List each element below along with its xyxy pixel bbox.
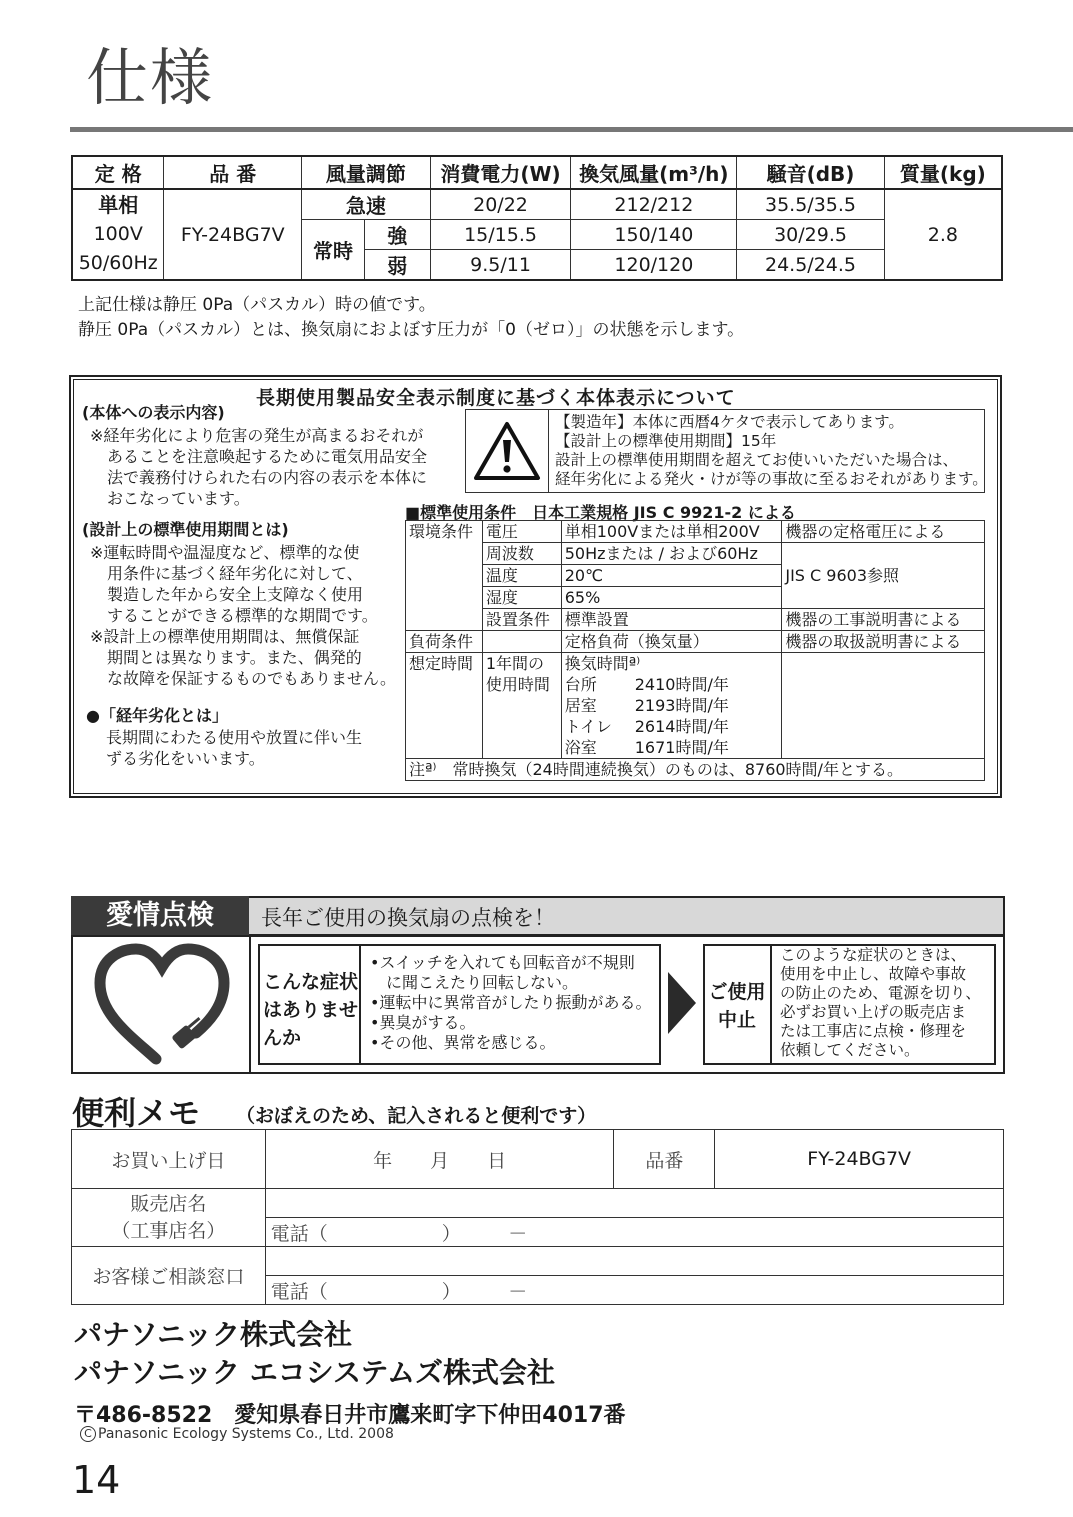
consult-name-field[interactable] (265, 1247, 1003, 1276)
symptom-divider (359, 944, 361, 1065)
corp-name: パナソニック株式会社 (74, 1318, 353, 1351)
period-text (90, 542, 396, 689)
period-line: な故障を保証するものでもありません。 (107, 669, 396, 688)
corp-name: パナソニック エコシステムズ株式会社 (74, 1356, 555, 1389)
aging-heading: ●「経年劣化とは」 (86, 706, 228, 725)
title-rule (70, 127, 1073, 132)
spec-rating: 単相 (98, 193, 139, 217)
symptom-item: •その他、異常を感じる。 (370, 1033, 556, 1052)
memo-title: 便利メモ (72, 1094, 201, 1132)
aging-text (106, 727, 362, 769)
warning-line: 設計上の標準使用期間を超えてお使いいただいた場合は、 (555, 451, 959, 469)
shop-label-line: （工事店名） (111, 1219, 226, 1242)
spec-header: 消費電力(W) (430, 156, 571, 189)
spec-header: 風量調節 (302, 156, 431, 189)
cond-annual-line: 使用時間 (485, 675, 550, 694)
display-text (90, 425, 427, 509)
warning-triangle-icon (472, 420, 542, 482)
symptom-question-line: こんな症状 (263, 971, 359, 993)
period-line: ※設計上の標準使用期間は、無償保証 (90, 627, 360, 646)
spec-power: 20/22 (430, 189, 571, 220)
cond-room-row (565, 695, 779, 716)
arrow-right-icon (666, 970, 698, 1036)
check-divider (249, 935, 251, 1074)
address: 〒486-8522 愛知県春日井市鷹来町字下仲田4017番 (74, 1403, 626, 1428)
advice-line: たは工事店に点検・修理を (780, 1022, 967, 1040)
symptom-item: •運転中に異常音がしたり振動がある。 (370, 993, 652, 1012)
symptom-question (263, 968, 358, 1052)
check-label: 愛情点検 (71, 896, 249, 936)
cond-room-row (565, 674, 779, 695)
cond-room-row (565, 716, 779, 737)
stop-use-line: ご使用 (708, 981, 766, 1003)
spec-flow: 212/212 (571, 189, 737, 220)
spec-header: 定 格 (72, 156, 164, 189)
spec-mode: 急速 (302, 189, 431, 220)
symptom-list (370, 953, 651, 1053)
stop-use (707, 978, 767, 1034)
display-line: おこなっています。 (107, 489, 250, 508)
symptom-item: •スイッチを入れても回転音が不規則 (370, 953, 635, 972)
copyright-text: Panasonic Ecology Systems Co., Ltd. 2008 (98, 1426, 394, 1442)
advice-line: このような症状のときは、 (780, 946, 967, 964)
spec-mode: 強 (364, 220, 430, 250)
period-heading: (設計上の標準使用期間とは) (82, 520, 289, 539)
consult-phone-field[interactable]: 電話（ ） － (265, 1276, 1003, 1305)
period-line: 期間とは異なります。また、偶発的 (107, 648, 362, 667)
spec-noise: 35.5/35.5 (737, 189, 884, 220)
cond-room-list (561, 653, 782, 759)
cond-annual-line: 1年間の (485, 654, 545, 673)
spec-normal-label: 常時 (302, 220, 365, 281)
spec-rating: 100V (93, 223, 143, 245)
warning-line: 経年劣化による発火・けが等の事故に至るおそれがあります。 (555, 470, 988, 488)
display-heading: (本体への表示内容) (82, 403, 225, 422)
check-title: 長年ご使用の換気扇の点検を！ (249, 896, 1005, 936)
period-line: ※運転時間や温湿度など、標準的な使 (90, 543, 360, 562)
cond-room-row (565, 737, 779, 758)
cond-value: 50Hzまたは / および60Hz (561, 543, 782, 565)
cond-label: 電圧 (482, 521, 561, 543)
advice-line: の防止のため、電源を切り、 (780, 984, 981, 1002)
advice-line: 必ずお買い上げの販売店ま (780, 1003, 967, 1021)
cond-vent-time: 換気時間ª⁾ (564, 654, 641, 673)
copyright (80, 1426, 394, 1442)
copyright-mark: C (80, 1426, 96, 1442)
display-line: 法で義務付けられた右の内容の表示を本体に (107, 468, 428, 487)
room-name: 浴室 (564, 738, 597, 757)
shop-name-field[interactable] (265, 1189, 1003, 1218)
cond-label: 負荷条件 (406, 631, 483, 653)
spec-noise: 30/29.5 (737, 220, 884, 250)
cond-value: 65% (561, 587, 782, 609)
cond-note: JIS C 9603参照 (782, 543, 985, 609)
stop-use-line: 中止 (717, 1009, 756, 1031)
period-line: 用条件に基づく経年劣化に対して、 (107, 564, 363, 583)
spec-header: 品 番 (164, 156, 302, 189)
advice-text (780, 946, 981, 1060)
spec-flow: 120/120 (571, 250, 737, 281)
spec-rating: 50/60Hz (78, 252, 158, 274)
cond-value: 20℃ (561, 565, 782, 587)
spec-power: 9.5/11 (430, 250, 571, 281)
spec-header: 騒音(dB) (737, 156, 884, 189)
page-number: 14 (72, 1458, 121, 1502)
spec-noise: 24.5/24.5 (737, 250, 884, 281)
advice-line: 使用を中止し、故障や事故 (780, 965, 967, 983)
period-line: することができる標準的な期間です。 (107, 606, 378, 625)
room-hours: 2193時間/年 (634, 696, 729, 715)
warning-text (555, 413, 988, 489)
room-hours: 2410時間/年 (634, 675, 729, 694)
cond-annual (482, 653, 561, 759)
warning-line: 【製造年】本体に西暦4ケタで表示してあります。 (555, 413, 904, 431)
room-name: 台所 (564, 675, 597, 694)
cond-note: 機器の工事説明書による (782, 609, 985, 631)
purchase-date-label: お買い上げ日 (72, 1130, 266, 1189)
cond-label: 設置条件 (482, 609, 561, 631)
spec-model: FY-24BG7V (164, 189, 302, 280)
model-label: 品番 (614, 1130, 715, 1189)
spec-mode: 弱 (364, 250, 430, 281)
shop-phone-field[interactable]: 電話（ ） － (265, 1218, 1003, 1247)
room-hours: 2614時間/年 (634, 717, 729, 736)
page-title: 仕様 (86, 41, 215, 114)
cond-empty (482, 631, 561, 653)
spec-rating-cell (72, 189, 164, 280)
cond-note: 機器の取扱説明書による (782, 631, 985, 653)
room-name: トイレ (564, 717, 612, 736)
aging-line: ずる劣化をいいます。 (106, 749, 265, 768)
symptom-question-line: んか (263, 1027, 302, 1049)
spec-header: 換気風量(m³/h) (571, 156, 737, 189)
cond-label: 周波数 (482, 543, 561, 565)
advice-line: 依頼してください。 (780, 1041, 920, 1059)
symptom-item: •異臭がする。 (370, 1013, 476, 1032)
memo-table (71, 1129, 1004, 1305)
warning-divider (548, 409, 549, 493)
cond-note: 機器の定格電圧による (782, 521, 985, 543)
symptom-item: に聞こえたり回転しない。 (370, 973, 579, 992)
advice-divider (770, 944, 772, 1065)
display-line: ※経年劣化により危害の発生が高まるおそれが (90, 426, 424, 445)
shop-label-line: 販売店名 (130, 1192, 207, 1215)
spec-note: 上記仕様は静圧 0Pa（パスカル）時の値です。 (78, 295, 436, 315)
cond-footnote: 注ª⁾ 常時換気（24時間連続換気）のものは、8760時間/年とする。 (406, 759, 985, 781)
cond-value: 単相100Vまたは単相200V (561, 521, 782, 543)
cond-label: 温度 (482, 565, 561, 587)
cond-heading: ■標準使用条件 日本工業規格 JIS C 9921-2 による (405, 503, 796, 522)
cond-value: 定格負荷（換気量） (561, 631, 782, 653)
display-line: あることを注意喚起するために電気用品安全 (107, 447, 428, 466)
spec-note: 静圧 0Pa（パスカル）とは、換気扇におよぼす圧力が「0（ゼロ）」の状態を示します。 (78, 320, 745, 340)
purchase-date-field[interactable]: 年 月 日 (265, 1130, 614, 1189)
cond-label: 湿度 (482, 587, 561, 609)
heart-plug-icon (92, 943, 232, 1067)
safety-title: 長期使用製品安全表示制度に基づく本体表示について (256, 387, 736, 409)
spec-table (71, 155, 1003, 281)
spec-header: 質量(kg) (884, 156, 1002, 189)
consult-label: お客様ご相談窓口 (72, 1247, 266, 1305)
spec-mass: 2.8 (884, 189, 1002, 280)
cond-label: 想定時間 (406, 653, 483, 759)
period-line: 製造した年から安全上支障なく使用 (107, 585, 364, 604)
spec-flow: 150/140 (571, 220, 737, 250)
warning-line: 【設計上の標準使用期間】15年 (555, 432, 777, 450)
room-name: 居室 (564, 696, 597, 715)
cond-empty (782, 653, 985, 759)
conditions-table (405, 520, 985, 781)
shop-label (72, 1189, 266, 1247)
aging-line: 長期間にわたる使用や放置に伴い生 (106, 728, 363, 747)
model-value: FY-24BG7V (715, 1130, 1004, 1189)
symptom-question-line: はありませ (263, 999, 359, 1021)
spec-power: 15/15.5 (430, 220, 571, 250)
cond-label: 環境条件 (406, 521, 483, 631)
room-hours: 1671時間/年 (634, 738, 729, 757)
cond-value: 標準設置 (561, 609, 782, 631)
memo-subtitle: （おぼえのため、記入されると便利です） (236, 1105, 597, 1127)
